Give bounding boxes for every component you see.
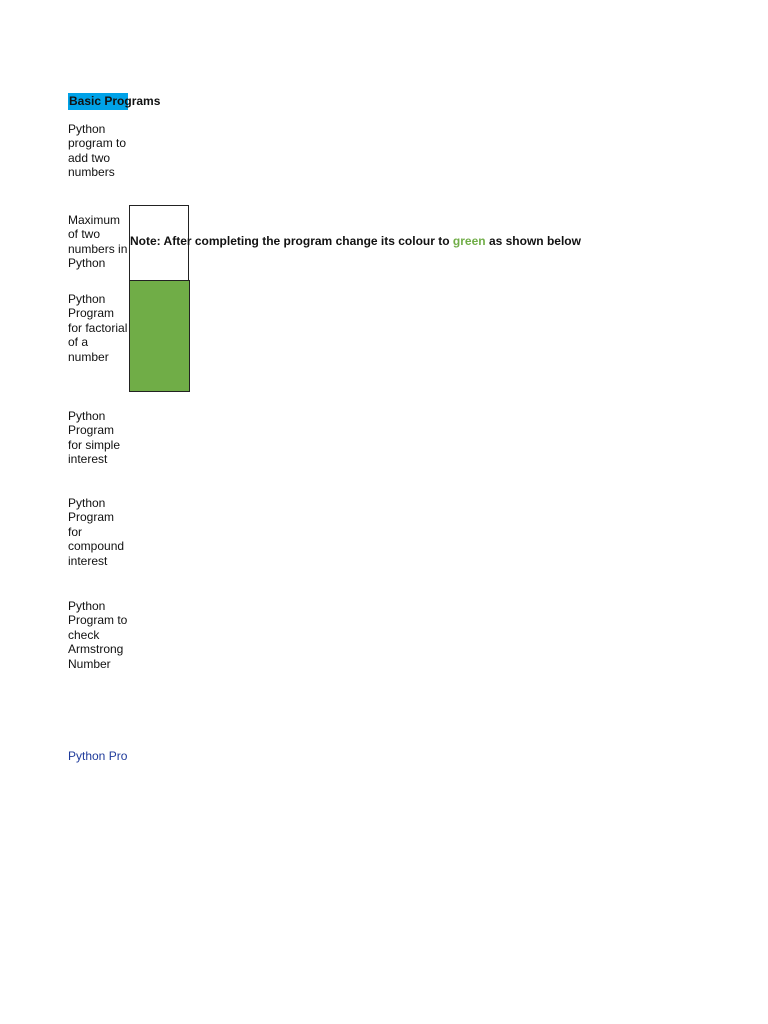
completed-green-example-box (129, 280, 190, 392)
basic-programs-header[interactable] (68, 93, 160, 110)
program-cell-armstrong-number[interactable] (68, 599, 128, 671)
program-cell-compound-interest[interactable] (68, 496, 128, 568)
program-label: Python Program for compound interest (68, 496, 125, 568)
completion-note (130, 234, 581, 249)
note-green-word: green (452, 234, 486, 248)
program-label: Python Program for factorial of a number (68, 292, 128, 364)
program-cell-factorial[interactable] (68, 292, 128, 364)
program-label: Python Program to check Armstrong Number (68, 599, 128, 671)
note-prefix: Note: After completing the program change its colour to (130, 234, 453, 248)
program-cell-simple-interest[interactable] (68, 409, 128, 467)
program-label: Python program to add two numbers (68, 122, 127, 180)
program-label: Python Program for simple interest (68, 409, 121, 467)
note-suffix: as shown below (485, 234, 581, 248)
program-cell-maximum-two-numbers[interactable] (68, 213, 128, 271)
program-cell-add-two-numbers[interactable] (68, 122, 128, 180)
python-program-link[interactable]: Python Pro (68, 749, 128, 763)
basic-programs-title: Basic Programs (69, 94, 161, 108)
program-label: Maximum of two numbers in Python (68, 213, 128, 271)
